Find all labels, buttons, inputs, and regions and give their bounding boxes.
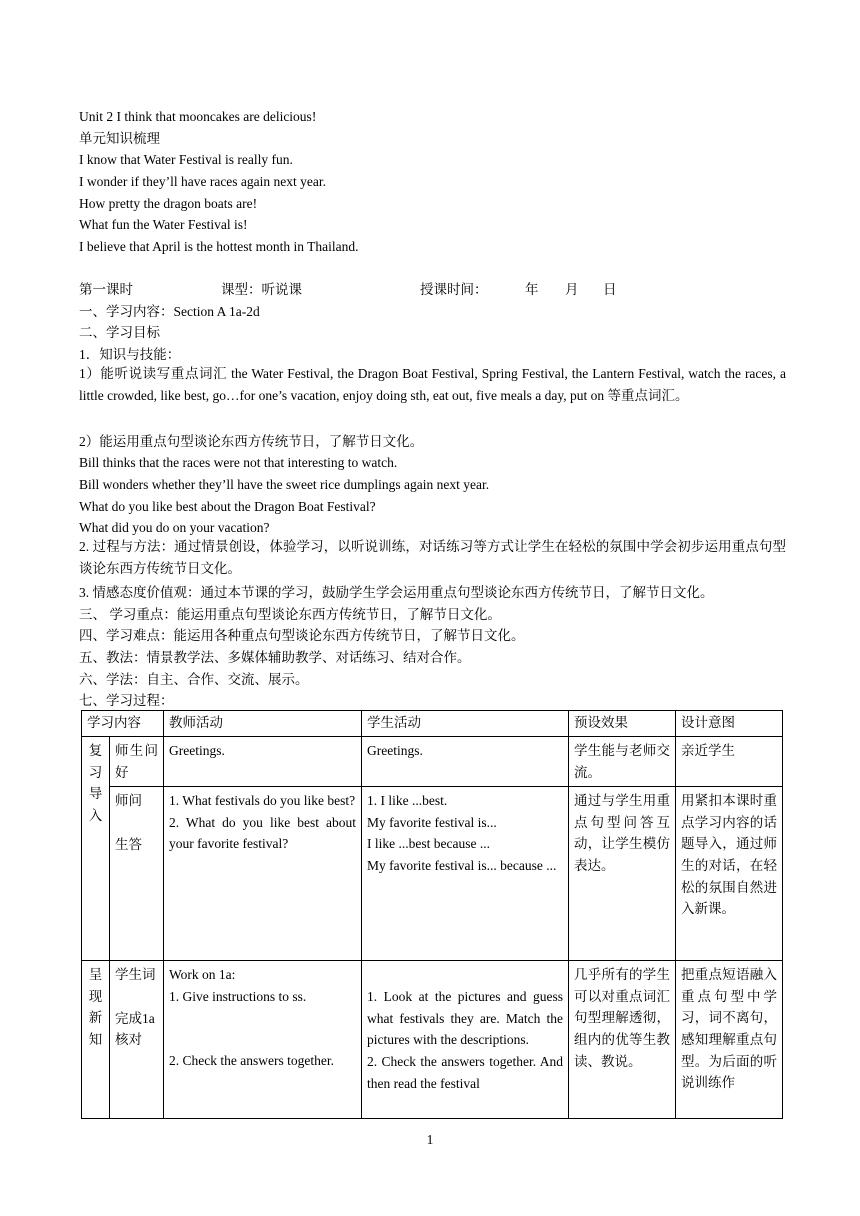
goal-process: 2. 过程与方法：通过情景创设，体验学习，以听说训练，对话练习等方式让学生在轻松的氛围中学会初步运用重点句型谈论东西方传统节日文化。 [79,539,786,576]
learning-method: 六、学法：自主、合作、交流、展示。 [79,672,309,687]
goal-knowledge-heading: 1．知识与技能： [79,347,181,362]
expected-effect: 几乎所有的学生可以对重点词汇句型理解透彻，组内的优等生教读、教说。 [569,961,676,1119]
step-label: 学生词 [115,967,156,983]
lesson-number: 第一课时 [79,282,133,297]
goal-sentences: 2）能运用重点句型谈论东西方传统节日，了解节日文化。 [79,434,424,449]
design-intent: 用紧扣本课时重点学习内容的话题导入，通过师生的对话，在轻松的氛围自然进入新课。 [676,787,783,961]
example-sentence: Bill wonders whether they’ll have the sweet rice dumplings again next year. [79,477,490,492]
step-label: 师问 [115,793,142,809]
header-student: 学生活动 [362,711,569,737]
expected-effect: 通过与学生用重点句型问答互动，让学生模仿表达。 [569,787,676,961]
student-activity: 1. Look at the pictures and guess what festivals they are. Match the pictures with the descriptions. 2. Check the answers together. And then read the festival [362,961,569,1119]
table-row [82,961,783,1119]
student-activity: 1. I like ...best. My favorite festival is... I like ...best because ... My favorite festival is... because ... [362,787,569,961]
month-label: 月 [565,282,579,297]
key-point: 三、 学习重点：能运用重点句型谈论东西方传统节日，了解节日文化。 [79,607,501,622]
student-activity: Greetings. [362,737,569,787]
step-label: 生答 [115,836,142,852]
example-sentence: What did you do on your vacation? [79,520,270,535]
key-sentence: How pretty the dragon boats are! [79,196,258,211]
teacher-activity: Work on 1a: 1. Give instructions to ss. 2. Check the answers together. [164,961,362,1119]
process-table [81,710,783,1119]
step-label: 完成1a核对 [115,1010,155,1048]
lesson-header [79,282,779,298]
lesson-type: 课型：听说课 [221,282,302,297]
teaching-method: 五、教法：情景教学法、多媒体辅助教学、对话练习、结对合作。 [79,650,471,665]
year-label: 年 [525,282,539,297]
process-heading: 七、学习过程： [79,693,174,708]
key-sentence: What fun the Water Festival is! [79,217,248,232]
header-intent: 设计意图 [676,711,783,737]
step-qa [110,787,164,961]
goal-vocabulary: 1）能听说读写重点词汇 the Water Festival, the Dragon Boat Festival, Spring Festival, the Lantern Festival, watch the races, a little crowded, like best, go…for one’s vacation, enjoy doing sth, eat out, five meals a day, put on 等重点词汇。 [79,366,786,403]
teacher-activity: Greetings. [164,737,362,787]
example-sentence: What do you like best about the Dragon Boat Festival? [79,499,376,514]
difficulty: 四、学习难点：能运用各种重点句型谈论东西方传统节日，了解节日文化。 [79,628,525,643]
day-label: 日 [603,282,617,297]
table-row [82,737,783,787]
unit-title: Unit 2 I think that mooncakes are delicious! [79,109,317,124]
key-sentence: I know that Water Festival is really fun. [79,152,293,167]
goals-heading: 二、学习目标 [79,325,160,340]
stage-review: 复习导入 [82,737,110,961]
header-teacher: 教师活动 [164,711,362,737]
design-intent: 亲近学生 [676,737,783,787]
table-row [82,787,783,961]
header-effect: 预设效果 [569,711,676,737]
key-sentence: I believe that April is the hottest month in Thailand. [79,239,359,254]
section-subtitle: 单元知识梳理 [79,131,160,146]
lesson-time-label: 授课时间： [420,282,488,297]
teacher-activity: 1. What festivals do you like best? 2. What do you like best about your favorite festival? [164,787,362,961]
step-vocab [110,961,164,1119]
stage-present: 呈现新知 [82,961,110,1119]
learning-content: 一、学习内容：Section A 1a-2d [79,304,260,319]
design-intent: 把重点短语融入重点句型中学习，词不离句，感知理解重点句型。为后面的听说训练作 [676,961,783,1119]
table-header-row [82,711,783,737]
expected-effect: 学生能与老师交流。 [569,737,676,787]
header-content: 学习内容 [82,711,164,737]
example-sentence: Bill thinks that the races were not that interesting to watch. [79,455,398,470]
goal-attitude: 3. 情感态度价值观：通过本节课的学习，鼓励学生学会运用重点句型谈论东西方传统节日，了解节日文化。 [79,585,714,600]
step-greeting: 师生问好 [110,737,164,787]
key-sentence: I wonder if they’ll have races again next year. [79,174,327,189]
page-number: 1 [426,1132,434,1147]
